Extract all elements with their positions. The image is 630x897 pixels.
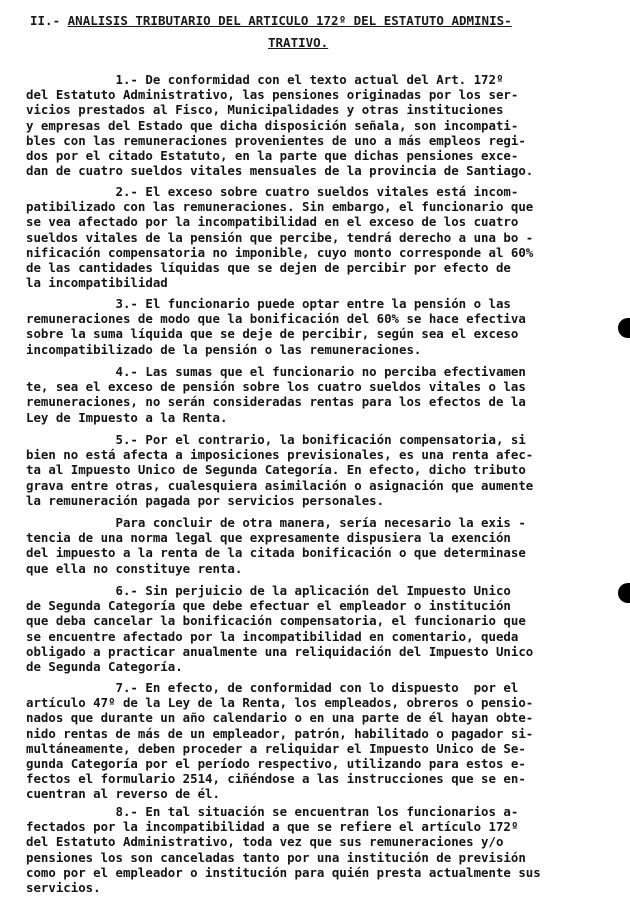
paragraph-line: que ella no constituye renta. xyxy=(26,560,243,576)
paragraph-line: fectados por la incompatibilidad a que se refiere el artículo 172º xyxy=(26,819,519,835)
section-heading xyxy=(30,10,620,54)
punch-hole-mark xyxy=(618,318,630,338)
paragraph-line: obligado a practicar anualmente una reliquidación del Impuesto Unico xyxy=(26,643,534,659)
paragraph-line: incompatibilizado de la pensión o las remuneraciones. xyxy=(26,341,422,357)
paragraph-line: dan de cuatro sueldos vitales mensuales de la provincia de Santiago. xyxy=(26,163,534,179)
paragraph-line: 1.- De conformidad con el texto actual del Art. 172º xyxy=(26,72,504,87)
paragraph-conclusion xyxy=(26,515,616,576)
paragraph-8 xyxy=(26,804,616,895)
paragraph-line: de Segunda Categoría que debe efectuar el empleador o institución xyxy=(26,598,511,614)
paragraph-line: la incompatibilidad xyxy=(26,275,168,291)
paragraph-line: 8.- En tal situación se encuentran los funcionarios a- xyxy=(26,804,519,819)
section-title-line-1: ANALISIS TRIBUTARIO DEL ARTICULO 172º DEL ESTATUTO ADMINIS- xyxy=(67,13,512,28)
paragraph-1 xyxy=(26,72,616,178)
paragraph-line: Ley de Impuesto a la Renta. xyxy=(26,409,228,425)
paragraph-line: sobre la suma líquida que se deje de percibir, según sea el exceso xyxy=(26,326,519,342)
paragraph-line: artículo 47º de la Ley de la Renta, los empleados, obreros o pensio- xyxy=(26,695,534,711)
paragraph-6 xyxy=(26,583,616,674)
paragraph-line: servicios. xyxy=(26,880,101,896)
paragraph-line: del Estatuto Administrativo, las pensiones originadas por los ser- xyxy=(26,87,519,103)
section-title-line-2: TRATIVO. xyxy=(268,35,329,50)
paragraph-line: del Estatuto Administrativo, toda vez que sus remuneraciones y/o xyxy=(26,834,504,850)
paragraph-line: tencia de una norma legal que expresamente dispusiera la exención xyxy=(26,530,511,546)
paragraph-7 xyxy=(26,680,616,802)
paragraph-line: de Segunda Categoría. xyxy=(26,659,183,675)
paragraph-line: nificación compensatoria no imponible, cuyo monto corresponde al 60% xyxy=(26,244,534,260)
paragraph-line: nados que durante un año calendario o en una parte de él hayan obte- xyxy=(26,710,534,726)
paragraph-3 xyxy=(26,296,616,357)
paragraph-line: nido rentas de más de un empleador, patrón, habilitado o pagador si- xyxy=(26,725,534,741)
paragraph-line: sueldos vitales de la pensión que percibe, tendrá derecho a una bo - xyxy=(26,229,534,245)
paragraph-line: remuneraciones de modo que la bonificación del 60% se hace efectiva xyxy=(26,311,526,327)
paragraph-line: cuentran al reverso de él. xyxy=(26,786,220,802)
paragraph-line: bien no está afecta a imposiciones previsionales, es una renta afec- xyxy=(26,447,534,463)
paragraph-line: grava entre otras, cualesquiera asimilación o asignación que aumente xyxy=(26,477,534,493)
paragraph-line: se vea afectado por la incompatibilidad en el exceso de los cuatro xyxy=(26,214,519,230)
paragraph-line: 5.- Por el contrario, la bonificación compensatoria, si xyxy=(26,432,526,447)
punch-hole-mark xyxy=(618,583,630,603)
paragraph-line: 4.- Las sumas que el funcionario no perciba efectivamen xyxy=(26,364,526,379)
paragraph-line: 6.- Sin perjuicio de la aplicación del Impuesto Unico xyxy=(26,583,511,598)
paragraph-line: que deba cancelar la bonificación compensatoria, el funcionario que xyxy=(26,613,526,629)
paragraph-line: la remuneración pagada por servicios personales. xyxy=(26,492,385,508)
paragraph-line: del impuesto a la renta de la citada bonificación o que determinase xyxy=(26,545,526,561)
paragraph-line: vicios prestados al Fisco, Municipalidades y otras instituciones xyxy=(26,102,504,118)
paragraph-line: y empresas del Estado que dicha disposición señala, son incompati- xyxy=(26,117,519,133)
paragraph-line: bles con las remuneraciones provenientes de uno a más empleos regi- xyxy=(26,132,526,148)
paragraph-5 xyxy=(26,432,616,508)
paragraph-line: pensiones los son canceladas tanto por una institución de previsión xyxy=(26,849,526,865)
paragraph-4 xyxy=(26,364,616,425)
paragraph-line: de las cantidades líquidas que se dejen de percibir por efecto de xyxy=(26,260,511,276)
paragraph-line: remuneraciones, no serán consideradas rentas para los efectos de la xyxy=(26,394,526,410)
paragraph-line: se encuentre afectado por la incompatibilidad en comentario, queda xyxy=(26,628,519,644)
paragraph-line: como por el empleador o institución para quién presta actualmente sus xyxy=(26,864,541,880)
paragraph-line: gunda Categoría por el período respectivo, utilizando para estos e- xyxy=(26,756,526,772)
paragraph-line: 7.- En efecto, de conformidad con lo dispuesto por el xyxy=(26,680,519,695)
paragraph-line: dos por el citado Estatuto, en la parte que dichas pensiones exce- xyxy=(26,148,519,164)
section-number: II.- xyxy=(30,13,61,28)
paragraph-line: ta al Impuesto Unico de Segunda Categoría. En efecto, dicho tributo xyxy=(26,462,526,478)
paragraph-line: Para concluir de otra manera, sería necesario la exis - xyxy=(26,515,526,530)
paragraph-line: 3.- El funcionario puede optar entre la pensión o las xyxy=(26,296,511,311)
paragraph-2 xyxy=(26,184,616,290)
paragraph-line: 2.- El exceso sobre cuatro sueldos vitales está incom- xyxy=(26,184,519,199)
paragraph-line: te, sea el exceso de pensión sobre los cuatro sueldos vitales o las xyxy=(26,379,526,395)
paragraph-line: multáneamente, deben proceder a reliquidar el Impuesto Unico de Se- xyxy=(26,740,526,756)
paragraph-line: patibilizado con las remuneraciones. Sin embargo, el funcionario que xyxy=(26,199,534,215)
paragraph-line: fectos el formulario 2514, ciñéndose a las instrucciones que se en- xyxy=(26,771,526,787)
